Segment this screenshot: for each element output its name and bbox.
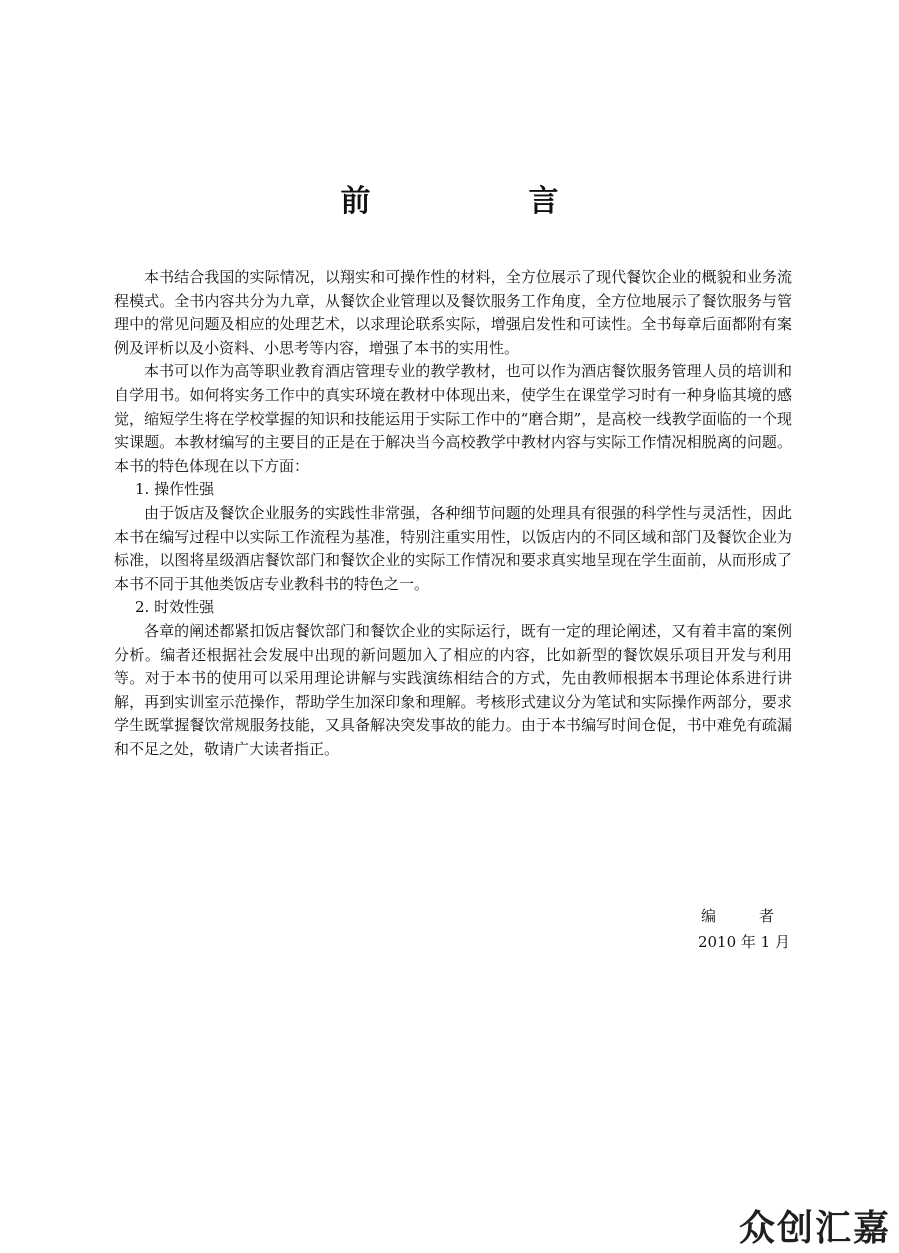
preface-body: [114, 266, 792, 761]
page-title: 前 言: [340, 184, 623, 219]
date-line: 2010 年 1 月: [697, 933, 790, 951]
signature-block: [660, 903, 790, 955]
watermark-logo: 众创汇嘉: [738, 1208, 891, 1249]
paragraph-purpose: 本书可以作为高等职业教育酒店管理专业的教学教材，也可以作为酒店餐饮服务管理人员的培训和自学用书。如何将实务工作中的真实环境在教材中体现出来，使学生在课堂学习时有一种身临其境的感觉，缩短学生将在学校掌握的知识和技能运用于实际工作中的“磨合期”，是高校一线教学面临的一个现实课题。本教材编写的主要目的正是在于解决当今高校教学中教材内容与实际工作情况相脱离的问题。本书的特色体现在以下方面：: [114, 362, 792, 475]
author-line: 编 者: [700, 907, 788, 925]
paragraph-timeliness: 各章的阐述都紧扣饭店餐饮部门和餐饮企业的实际运行，既有一定的理论阐述，又有着丰富的案例分析。编者还根据社会发展中出现的新问题加入了相应的内容，比如新型的餐饮娱乐项目开发与利用等。对于本书的使用可以采用理论讲解与实践演练相结合的方式，先由教师根据本书理论体系进行讲解，再到实训室示范操作，帮助学生加深印象和理解。考核形式建议分为笔试和实际操作两部分，要求学生既掌握餐饮常规服务技能，又具备解决突发事故的能力。由于本书编写时间仓促，书中难免有疏漏和不足之处，敬请广大读者指正。: [114, 621, 792, 758]
paragraph-operability: 由于饭店及餐饮企业服务的实践性非常强，各种细节问题的处理具有很强的科学性与灵活性，因此本书在编写过程中以实际工作流程为基准，特别注重实用性，以饭店内的不同区域和部门及餐饮企业为标准，以图将星级酒店餐饮部门和餐饮企业的实际工作情况和要求真实地呈现在学生面前，从而形成了本书不同于其他类饭店专业教科书的特色之一。: [114, 503, 792, 593]
heading-operability: 1. 操作性强: [135, 480, 215, 499]
heading-timeliness: 2. 时效性强: [135, 598, 215, 617]
paragraph-intro: 本书结合我国的实际情况，以翔实和可操作性的材料，全方位展示了现代餐饮企业的概貌和业务流程模式。全书内容共分为九章，从餐饮企业管理以及餐饮服务工作角度，全方位地展示了餐饮服务与管理中的常见问题及相应的处理艺术，以求理论联系实际，增强启发性和可读性。全书每章后面都附有案例及评析以及小资料、小思考等内容，增强了本书的实用性。: [114, 268, 792, 357]
